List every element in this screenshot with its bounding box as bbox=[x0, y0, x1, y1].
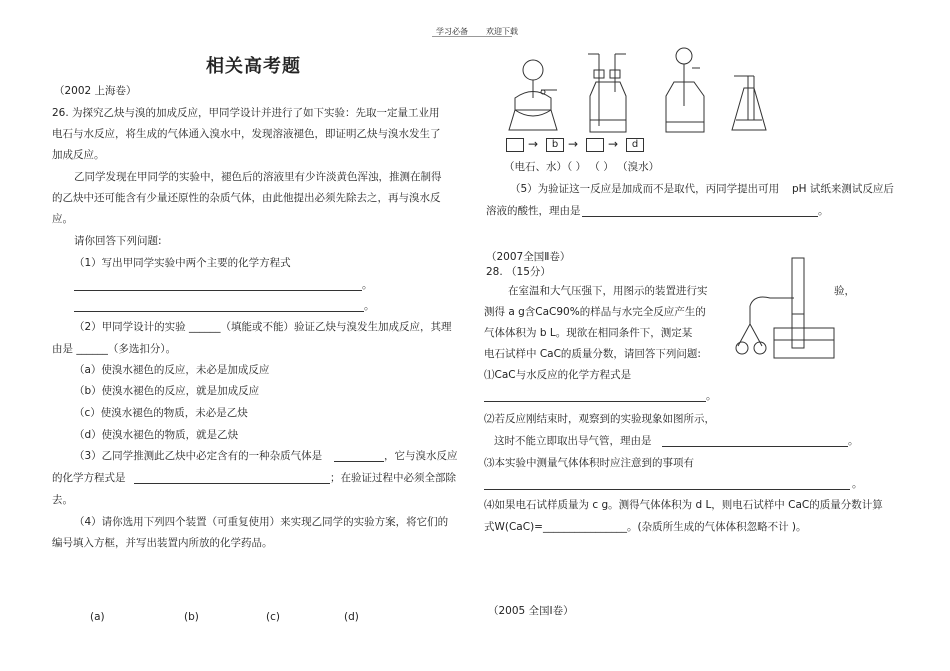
s2-line2: 这时不能立即取出导气管，理由是 bbox=[494, 435, 652, 447]
option-a: （a）使溴水褪色的反应，未必是加成反应 bbox=[74, 364, 270, 376]
q5-end: 。 bbox=[818, 205, 829, 217]
option-d: （d）使溴水褪色的物质，就是乙炔 bbox=[74, 429, 239, 441]
q3-line2: 的化学方程式是 bbox=[52, 472, 126, 484]
q1-line: （1）写出甲同学实验中两个主要的化学方程式 bbox=[74, 257, 291, 269]
q5-line1: （5）为验证这一反应是加成而不是取代，丙同学提出可用 bbox=[510, 183, 780, 195]
s2-end: 。 bbox=[848, 435, 859, 447]
s4-line1: ⑷如果电石试样质量为 c g。测得气体体积为 d L，则电石试样中 CaC的质量分数计算 bbox=[484, 499, 883, 511]
apparatus-d-icon bbox=[730, 72, 770, 136]
q3-line2b: ；在验证过程中必须全部除 bbox=[330, 472, 456, 484]
q3-line1b: ，它与溴水反应 bbox=[384, 450, 458, 462]
source-2002: （2002 上海卷） bbox=[54, 85, 137, 97]
s1-end: 。 bbox=[706, 390, 717, 402]
page-title: 相关高考题 bbox=[206, 56, 301, 77]
answer-line-q3b bbox=[134, 483, 330, 484]
label-b: (b) bbox=[184, 611, 199, 623]
answer-line-1 bbox=[74, 290, 362, 291]
s1-line: ⑴CaC与水反应的化学方程式是 bbox=[484, 369, 632, 381]
label-c: (c) bbox=[266, 611, 280, 623]
q4-line1: （4）请你选用下列四个装置（可重复使用）来实现乙同学的实验方案，将它们的 bbox=[74, 516, 449, 528]
s3-line: ⑶本实验中测量气体体积时应注意到的事项有 bbox=[484, 457, 694, 469]
answer-line-2 bbox=[74, 311, 364, 312]
label-d: (d) bbox=[344, 611, 359, 623]
q26-line2: 电石与水反应，将生成的气体通入溴水中，发现溶液褪色，即证明乙炔与溴水发生了 bbox=[52, 128, 441, 140]
p28-line2: 测得 a g含CaC90%的样品与水完全反应产生的 bbox=[484, 306, 706, 318]
p28-line4: 电石试样中 CaC的质量分数，请回答下列问题: bbox=[484, 348, 701, 360]
q3-line3: 去。 bbox=[52, 494, 73, 506]
chem-row: （电石、水）（ ） （ ） （溴水） bbox=[504, 161, 660, 173]
q2-line1: （2）甲同学设计的实验 ______（填能或不能）验证乙炔与溴发生加成反应，其理 bbox=[74, 321, 452, 333]
flow-box-3[interactable] bbox=[586, 138, 604, 152]
answer-line-q5 bbox=[582, 216, 818, 217]
arrow-icon: → bbox=[568, 137, 579, 151]
s2-line1: ⑵若反应刚结束时，观察到的实验现象如图所示， bbox=[484, 413, 715, 425]
q3-line1: （3）乙同学推测此乙炔中必定含有的一种杂质气体是 bbox=[74, 450, 323, 462]
q26-line1: 26. 为探究乙炔与溴的加成反应，甲同学设计并进行了如下实验：先取一定量工业用 bbox=[52, 107, 440, 119]
header-left: 学习必备 bbox=[436, 27, 468, 36]
flow-box-b[interactable]: b bbox=[546, 138, 564, 152]
s3-end: 。 bbox=[852, 478, 863, 490]
q5-line2: 溶液的酸性，理由是 bbox=[486, 205, 581, 217]
p2-line1: 乙同学发现在甲同学的实验中，褪色后的溶液里有少许淡黄色浑浊，推测在制得 bbox=[74, 171, 442, 183]
source-2005: （2005 全国Ⅰ卷） bbox=[488, 605, 574, 617]
p2-line2: 的乙炔中还可能含有少量还原性的杂质气体，由此他提出必须先除去之，再与溴水反 bbox=[52, 192, 441, 204]
arrow-icon: → bbox=[608, 137, 619, 151]
apparatus-b-icon bbox=[586, 52, 636, 136]
q26-line3: 加成反应。 bbox=[52, 149, 105, 161]
option-c: （c）使溴水褪色的物质，未必是乙炔 bbox=[74, 407, 248, 419]
s4-line2: 式W(CaC)=________________。(杂质所生成的气体体积忽略不计 )。 bbox=[484, 521, 807, 533]
ask-line: 请你回答下列问题: bbox=[74, 235, 162, 247]
header-rule bbox=[432, 36, 512, 37]
apparatus-c-icon bbox=[660, 46, 710, 136]
label-a: (a) bbox=[90, 611, 105, 623]
header-right: 欢迎下载 bbox=[486, 27, 518, 36]
answer-line-s1 bbox=[484, 401, 706, 402]
answer-line-s3 bbox=[484, 489, 850, 490]
flow-box-d[interactable]: d bbox=[626, 138, 644, 152]
option-b: （b）使溴水褪色的反应，就是加成反应 bbox=[74, 385, 260, 397]
q4-line2: 编号填入方框，并写出装置内所放的化学药品。 bbox=[52, 537, 273, 549]
answer-line-s2 bbox=[662, 446, 848, 447]
answer-line-q3a bbox=[334, 461, 384, 462]
p28-line3: 气体体积为 b L。现欲在相同条件下，测定某 bbox=[484, 327, 693, 339]
q2-line2: 由是 ______（多选扣分）。 bbox=[52, 343, 177, 355]
source-2007: （2007全国Ⅱ卷） bbox=[486, 251, 571, 263]
apparatus-a-icon bbox=[505, 50, 565, 136]
q5-ph: pH 试纸来测试反应后 bbox=[792, 183, 894, 195]
q28-title: 28. （15分） bbox=[486, 266, 551, 278]
q1-end1: 。 bbox=[362, 279, 373, 291]
arrow-icon: → bbox=[528, 137, 539, 151]
p2-line3: 应。 bbox=[52, 213, 73, 225]
gas-apparatus-icon bbox=[730, 254, 840, 364]
p28-line1b: 验， bbox=[834, 285, 855, 297]
p28-line1: 在室温和大气压强下，用图示的装置进行实 bbox=[508, 285, 708, 297]
q1-end2: 。 bbox=[364, 300, 375, 312]
flow-box-1[interactable] bbox=[506, 138, 524, 152]
